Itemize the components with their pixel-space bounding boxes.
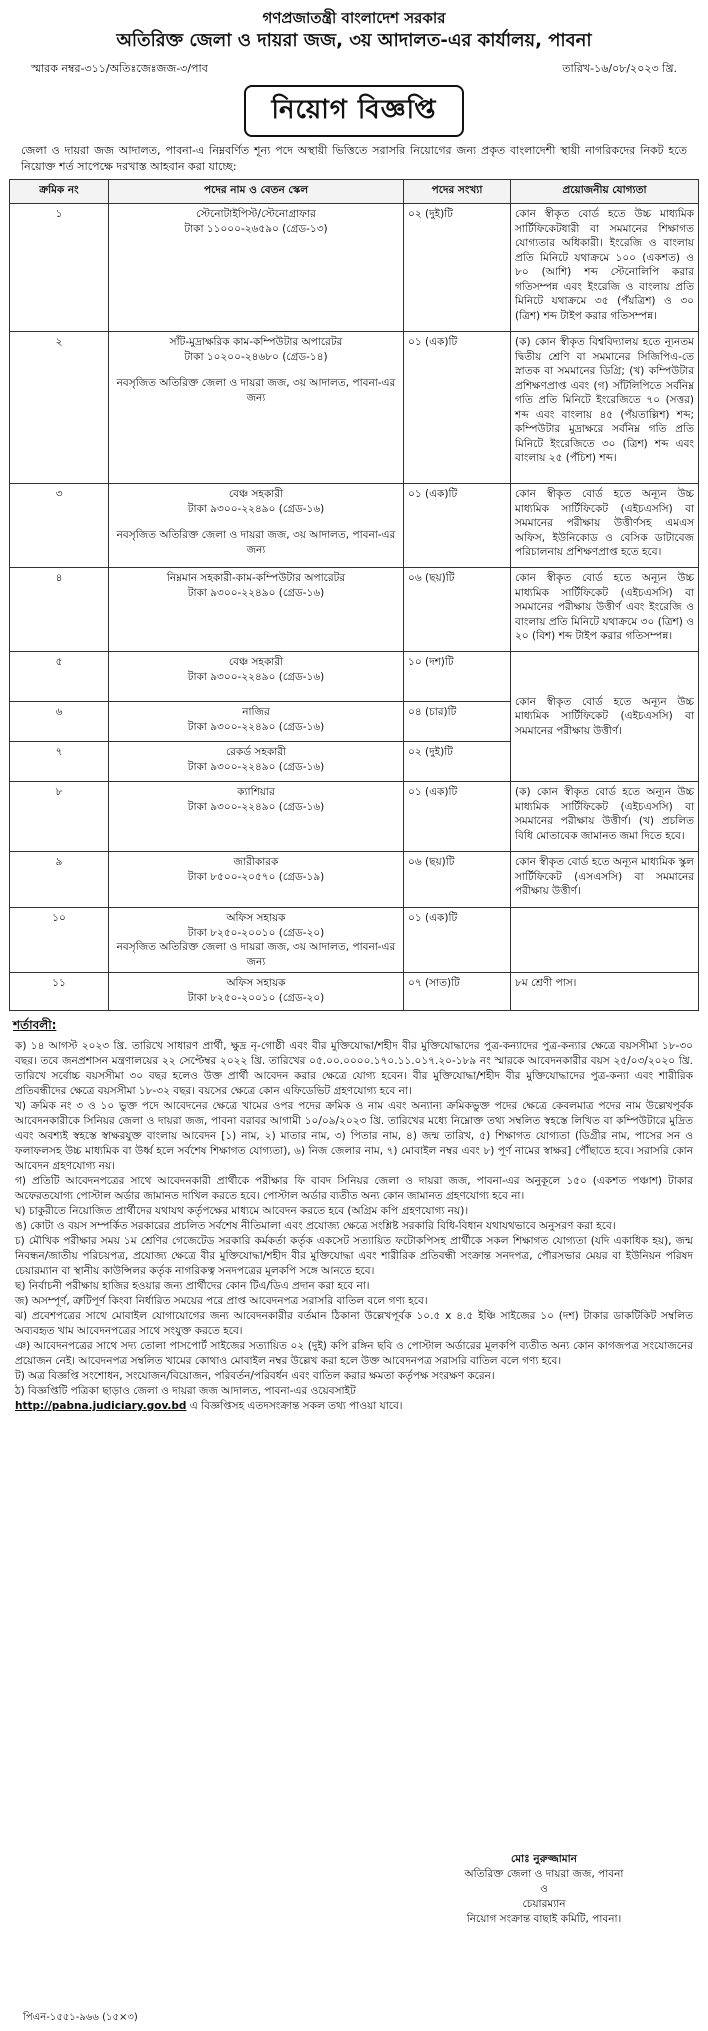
table-row [10,652,699,702]
office-header: অতিরিক্ত জেলা ও দায়রা জজ, ৩য় আদালত-এর কার্যালয়, পাবনা [116,30,592,51]
row-post [109,332,404,484]
row-serial: ৮ [10,782,109,852]
row-serial: ৩ [10,484,109,568]
intro-paragraph: জেলা ও দায়রা জজ আদালত, পাবনা-এ নিম্নবর্ণিত শূন্য পদে অস্থায়ী ভিত্তিতে সরাসরি নিয়োগের জন্য প্রকৃত বাংলাদেশী স্থায়ী নাগরিকদের নিকট হতে নিয়োক্ত শর্ত সাপেক্ষে দরখাস্ত আহবান করা যাচ্ছে: [21,144,687,173]
post-count: ০২ (দুই)টি [404,204,511,332]
post-scale: টাকা ৮৫০০-২০৫৭০ (গ্রেড-১৯) [187,870,325,883]
post-name: নাজির [242,706,270,718]
post-note: নবসৃজিত অতিরিক্ত জেলা ও দায়রা জজ, ৩য় আদালত, পাবনা-এর জন্য [116,377,396,404]
row-serial: ৪ [10,568,109,652]
title-wrap [9,85,699,137]
posts-table [9,179,699,1011]
signatory-committee: নিয়োগ সংক্রান্ত বাছাই কমিটি, পাবনা। [466,1913,622,1925]
term-item: ঘ) চাকুরীতে নিয়োজিত প্রার্থীদের যথাযথ কর্তৃপক্ষের মাধ্যমে আবেদন করতে হবে (অগ্রিম কপি গ্রহণযোগ্য নয়)। [15,1205,469,1217]
post-name: অফিস সহায়ক [226,912,286,924]
website-tail: এ বিজ্ঞপ্তিসহ এতদসংক্রান্ত সকল তথ্য পাওয়া যাবে। [186,1400,403,1412]
post-scale: টাকা ৯৩০০-২২৪৯০ (গ্রেড-১৬) [187,502,325,515]
govt-header: গণপ্রজাতন্ত্রী বাংলাদেশ সরকার [262,9,446,27]
table-row [10,782,699,852]
post-count: ০২ (দুই)টি [404,742,511,782]
post-name: নিম্নমান সহকারী-কাম-কম্পিউটার অপারেটর [166,572,346,584]
post-scale: টাকা ৯৩০০-২২৪৯০ (গ্রেড-১৬) [187,720,325,733]
post-scale: টাকা ৯৩০০-২২৪৯০ (গ্রেড-১৬) [187,800,325,813]
post-name: বেঞ্চ সহকারী [228,656,284,668]
post-count: ০১ (এক)টি [404,484,511,568]
post-scale: টাকা ৯৩০০-২২৪৯০ (গ্রেড-১৬) [187,586,325,599]
post-qualification: কোন স্বীকৃত বোর্ড হতে অন্যূন উচ্চ মাধ্যমিক সার্টিফিকেট (এইচএসসি) বা সমমানের পরীক্ষায় উত্তীর্ণ। [511,652,699,782]
post-count: ০৭ (সাত)টি [404,973,511,1011]
row-serial: ১১ [10,973,109,1011]
row-post [109,742,404,782]
post-scale: টাকা ৯৩০০-২২৪৯০ (গ্রেড-১৬) [187,760,325,773]
post-name: রেকর্ড সহকারী [225,746,287,758]
table-row [10,332,699,484]
post-name: ক্যাশিয়ার [237,786,275,798]
term-item: ঝ) প্রবেশপত্রের সাথে মোবাইল যোগাযোগের জন্য আবেদনকারীর বর্তমান ঠিকানা উল্লেখপূর্বক ১০.৫ x ৪.৫ ইঞ্চি সাইজের ১০ (দশ) টাকার ডাকটিকিট সম্বলিত অব্যবহৃত খাম আবেদনপত্রের সাথে সংযুক্ত করতে হবে। [15,1310,693,1337]
signatory-name: মোঃ নুরুজ্জামান [511,1853,577,1865]
terms-list [9,1039,699,1414]
post-note: নবসৃজিত অতিরিক্ত জেলা ও দায়রা জজ, ৩য় আদালত, পাবনা-এর জন্য [116,529,396,556]
signatory-title: অতিরিক্ত জেলা ও দায়রা জজ, পাবনা [464,1868,624,1880]
post-count: ০৬ (ছয়)টি [404,852,511,908]
signature-block [419,1852,669,1927]
header-qualification: প্রয়োজনীয় যোগ্যতা [511,180,699,204]
post-qualification: কোন স্বীকৃত বোর্ড হতে অন্যূন উচ্চ মাধ্যমিক সার্টিফিকেট (এইচএসসি) বা সমমানের পরীক্ষায় উত্তীর্ণসহ এমএস অফিস, ইউনিকোড ও বেসিক ডাটাবেজ পরিচালনায় প্রশিক্ষণপ্রাপ্ত হতে হবে। [511,484,699,568]
post-name: স্টেনোটাইপিস্ট/স্টেনোগ্রাফার [196,208,316,220]
term-item: ঙ) কোটা ও বয়স সম্পর্কিত সরকারের প্রচলিত সর্বশেষ নীতিমালা এবং প্রযোজ্য ক্ষেত্রে সংশ্লিষ্ট সরকারি বিধি-বিধান যথাযথভাবে অনুসরণ করা হবে। [15,1220,616,1232]
row-serial: ৯ [10,852,109,908]
table-row [10,973,699,1011]
row-post [109,782,404,852]
table-row [10,484,699,568]
header-serial: ক্রমিক নং [10,180,109,204]
signatory-and: ও [540,1883,548,1895]
term-item: খ) ক্রমিক নং ৩ ও ১০ ভুক্ত পদে আবেদনের ক্ষেত্রে খামের ওপর পদের ক্রমিক ও নাম এবং অন্যান্য ক্রমিকভুক্ত পদের ক্ষেত্রে কেবলমাত্র পদের নাম উল্লেখপূর্বক আবেদনকারীকে সিনিয়র জেলা ও দায়রা জজ, পাবনা বরাবর আগামী ১০/০৯/২০২৩ খ্রি. তারিখের মধ্যে নিম্নোক্ত তথ্য সম্বলিত স্বহস্তে লিখিত বা কম্পিউটারে মুদ্রিত এবং অবশ্যই স্বহস্তে স্বাক্ষরযুক্ত বাংলায় আবেদন [১) নাম, ২) মাতার নাম, ৩) পিতার নাম, ৪) জন্ম তারিখ, ৫) শিক্ষাগত যোগ্যতা (ডিগ্রীর নাম, পাসের সন ও ফলাফলসহ উচ্চ মাধ্যমিক বা উর্ধ্ব হলে সর্বশেষ শিক্ষাগত যোগ্যতা), ৬) নিজ জেলার নাম, ৭) মোবাইল নম্বর এবং ৮) পূর্ণ নামের স্বাক্ষর] পৌঁছাতে হবে। সরাসরি কোন আবেদন গ্রহণযোগ্য নয়। [15,1100,693,1172]
row-serial: ৫ [10,652,109,702]
table-row [10,908,699,973]
post-qualification: (ক) কোন স্বীকৃত বিশ্ববিদ্যালয় হতে ন্যূনতম দ্বিতীয় শ্রেণি বা সমমানের সিজিপিএ-তে স্নাতক বা সমমানের ডিগ্রি; (খ) কম্পিউটার প্রশিক্ষণপ্রাপ্ত এবং (গ) সাঁটলিপিতে সর্বনিম্ন গতি প্রতি মিনিটে ইংরেজিতে ৭০ (সত্তর) শব্দ এবং বাংলায় ৪৫ (পঁয়তাল্লিশ) শব্দ; কম্পিউটার মুদ্রাক্ষরে সর্বনিম্ন গতি প্রতি মিনিটে ইংরেজিতে ৩০ (ত্রিশ) শব্দ এবং বাংলায় ২৫ (পঁচিশ) শব্দ। [511,332,699,484]
row-serial: ১০ [10,908,109,973]
post-scale: টাকা ৯৩০০-২২৪৯০ (গ্রেড-১৬) [187,670,325,683]
signatory-role: চেয়ারম্যান [522,1898,566,1910]
term-item: গ) প্রতিটি আবেদনপত্রের সাথে আবেদনকারী প্রার্থীকে পরীক্ষার ফি বাবদ সিনিয়র জেলা ও দায়রা জজ, পাবনা-এর অনুকূলে ১৫০ (একশত পঞ্চাশ) টাকার অফেরতযোগ্য পোস্টাল অর্ডার জামানত দাখিল করতে হবে। পোস্টাল অর্ডার ব্যতীত অন্য কোন জামানত গ্রহণযোগ্য হবে না। [15,1175,693,1202]
row-post [109,568,404,652]
header-post-count: পদের সংখ্যা [404,180,511,204]
post-qualification: ৮ম শ্রেণী পাস। [511,973,699,1011]
table-row [10,204,699,332]
row-post [109,702,404,742]
term-item: ক) ১৪ আগস্ট ২০২৩ খ্রি. তারিখে সাধারণ প্রার্থী, ক্ষুদ্র নৃ-গোষ্ঠী এবং বীর মুক্তিযোদ্ধা/শহীদ বীর মুক্তিযোদ্ধাদের পুত্র-কন্যাদের পুত্র-কন্যার ক্ষেত্রে বয়সসীমা ১৮-৩০ বছর। তবে জনপ্রশাসন মন্ত্রণালয়ের ২২ সেপ্টেম্বর ২০২২ খ্রি. তারিখের ০৫.০০.০০০০.১৭০.১১.০১৭.২০-১৮৯ নং স্মারকে আবেদনকারীর বয়স ২৫/০৩/২০২০ খ্রি. তারিখে সর্বোচ্চ বয়সসীমা ৩০ বছর হলেও উক্ত প্রার্থী আবেদন করার ক্ষেত্রে যোগ্য হবেন। বীর মুক্তিযোদ্ধা/শহীদ বীর মুক্তিযোদ্ধাদের পুত্র-কন্যা এবং শারীরিক প্রতিবন্ধীদের ক্ষেত্রে বয়সসীমা ১৮-৩২ বছর। বয়সের ক্ষেত্রে কোন এফিডেভিট গ্রহণযোগ্য হবে না। [15,1040,693,1097]
term-item: জ) অসম্পূর্ণ, ত্রুটিপূর্ণ কিংবা নির্ধারিত সময়ের পরে প্রাপ্ত আবেদনপত্র সরাসরি বাতিল বলে গণ্য হবে। [15,1295,428,1307]
footer-code: পিএন-১৫৫১-৯৬৬ (১৫×৩) [23,2012,138,2023]
row-serial: ৬ [10,702,109,742]
post-scale: টাকা ৮২৫০-২০০১০ (গ্রেড-২০) [187,991,325,1004]
term-item-text: ঠ) বিজ্ঞপ্তিটি পত্রিকা ছাড়াও জেলা ও দায়রা জজ আদালত, পাবনা-এর ওয়েবসাইট [15,1385,356,1397]
post-name: বেঞ্চ সহকারী [228,488,284,500]
post-count: ০১ (এক)টি [404,332,511,484]
post-scale: টাকা ১০২০০-২৪৬৮০ (গ্রেড-১৪) [184,350,328,363]
row-post [109,484,404,568]
post-name: অফিস সহায়ক [226,977,286,989]
post-count: ০১ (এক)টি [404,908,511,973]
row-serial: ৭ [10,742,109,782]
post-qualification: কোন স্বীকৃত বোর্ড হতে অন্যূন মাধ্যমিক স্কুল সার্টিফিকেট (এসএসসি) বা সমমানের পরীক্ষায় উত্তীর্ণ। [511,852,699,908]
website-link[interactable]: http://pabna.judiciary.gov.bd [15,1400,187,1412]
post-scale: টাকা ১১০০০-২৬৫৯০ (গ্রেড-১৩) [184,222,328,235]
post-count: ০১ (এক)টি [404,782,511,852]
row-post [109,204,404,332]
term-item: ছ) নির্বাচনী পরীক্ষায় হাজির হওয়ার জন্য প্রার্থীদের কোন টিএ/ডিএ প্রদান করা হবে না। [15,1280,370,1292]
notice-page [9,0,699,2023]
post-note: নবসৃজিত অতিরিক্ত জেলা ও দায়রা জজ, ৩য় আদালত, পাবনা-এর জন্য [116,941,396,968]
memo-number: স্মারক নম্বর-৩১১/অতিঃজেঃজজ-৩/পাব [31,62,208,75]
post-scale: টাকা ৮২৫০-২০০১০ (গ্রেড-২০) [187,926,325,939]
term-item [15,1384,693,1414]
row-post [109,908,404,973]
term-item: ঞ) আবেদনপত্রের সাথে সদ্য তোলা পাসপোর্ট সাইজের সত্যায়িত ০২ (দুই) কপি রঙ্গিন ছবি ও পোস্টাল অর্ডারের মূলকপি ব্যতীত অন্য কোন কাগজপত্র সংযোজনের প্রয়োজন নেই। আবেদনপত্র সম্বলিত খামের কোথাও মোবাইল নম্বর উল্লেখ করা হলে উক্ত আবেদনপত্র সরাসরি বাতিল বলে গণ্য হবে। [15,1340,693,1367]
row-post [109,973,404,1011]
row-serial: ২ [10,332,109,484]
post-count: ০৬ (ছয়)টি [404,568,511,652]
post-name: জারীকারক [233,856,279,868]
post-count: ০৪ (চার)টি [404,702,511,742]
terms-title: শর্তাবলী: [13,1018,57,1032]
header-post-name: পদের নাম ও বেতন স্কেল [109,180,404,204]
post-qualification: (ক) কোন স্বীকৃত বোর্ড হতে অন্যূন উচ্চ মাধ্যমিক সার্টিফিকেট (এইচএসসি) বা সমমানের পরীক্ষায় উত্তীর্ণ। (খ) প্রচলিত বিধি মোতাবেক জামানত জমা দিতে হবে। [511,782,699,852]
row-post [109,652,404,702]
table-header-row [10,180,699,204]
notice-title: নিয়োগ বিজ্ঞপ্তি [244,85,465,137]
term-item: ট) অত্র বিজ্ঞপ্তি সংশোধন, সংযোজন/বিয়োজন, পরিবর্তন/পরিবর্ধন এবং বাতিল করার ক্ষমতা কর্তৃপক্ষ সংরক্ষণ করেন। [15,1370,495,1382]
post-qualification [511,908,699,973]
reference-row [9,54,699,79]
table-row [10,568,699,652]
post-count: ১০ (দশ)টি [404,652,511,702]
row-post [109,852,404,908]
term-item: চ) মৌখিক পরীক্ষার সময় ১ম শ্রেণির গেজেটেড সরকারি কর্মকর্তা কর্তৃক একসেট সত্যায়িত ফটোকপিসহ প্রার্থীকে সকল শিক্ষাগত যোগ্যতা (যদি একাধিক হয়), জন্ম নিবন্ধন/জাতীয় পরিচয়পত্র, প্রযোজ্য ক্ষেত্রে বীর মুক্তিযোদ্ধা/শহীদ বীর মুক্তিযোদ্ধা এবং শারীরিক প্রতিবন্ধী সংক্রান্ত সনদপত্র, পৌরসভার মেয়র বা ইউনিয়ন পরিষদ চেয়ারম্যান বা স্থানীয় কাউন্সিলর কর্তৃক নাগরিকত্ব সনদপত্রের মূলকপি সঙ্গে আনতে হবে। [15,1235,693,1277]
memo-date: তারিখ-১৬/০৮/২০২৩ খ্রি. [562,62,677,75]
post-qualification: কোন স্বীকৃত বোর্ড হতে অন্যূন উচ্চ মাধ্যমিক সার্টিফিকেট (এইচএসসি) বা সমমানের পরীক্ষায় উত্তীর্ণ এবং ইংরেজি ও বাংলায় প্রতি মিনিটে যথাক্রমে ৩০ (ত্রিশ) ও ২০ (বিশ) শব্দ টাইপ করার গতিসম্পন্ন। [511,568,699,652]
table-row [10,852,699,908]
post-qualification: কোন স্বীকৃত বোর্ড হতে উচ্চ মাধ্যমিক সার্টিফিকেটধারী বা সমমানের শিক্ষাগত যোগ্যতার অধিকারী। ইংরেজি ও বাংলায় প্রতি মিনিটে যথাক্রমে ১০০ (একশত) ও ৮০ (আশি) শব্দ স্টেনোলিপি করার গতিসম্পন্ন এবং ইংরেজি ও বাংলায় প্রতি মিনিটে যথাক্রমে ৩৫ (পঁয়ত্রিশ) ও ৩০ (ত্রিশ) শব্দ টাইপ করার গতিসম্পন্ন। [511,204,699,332]
post-name: সাঁট-মুদ্রাক্ষরিক কাম-কম্পিউটার অপারেটর [169,336,343,348]
row-serial: ১ [10,204,109,332]
